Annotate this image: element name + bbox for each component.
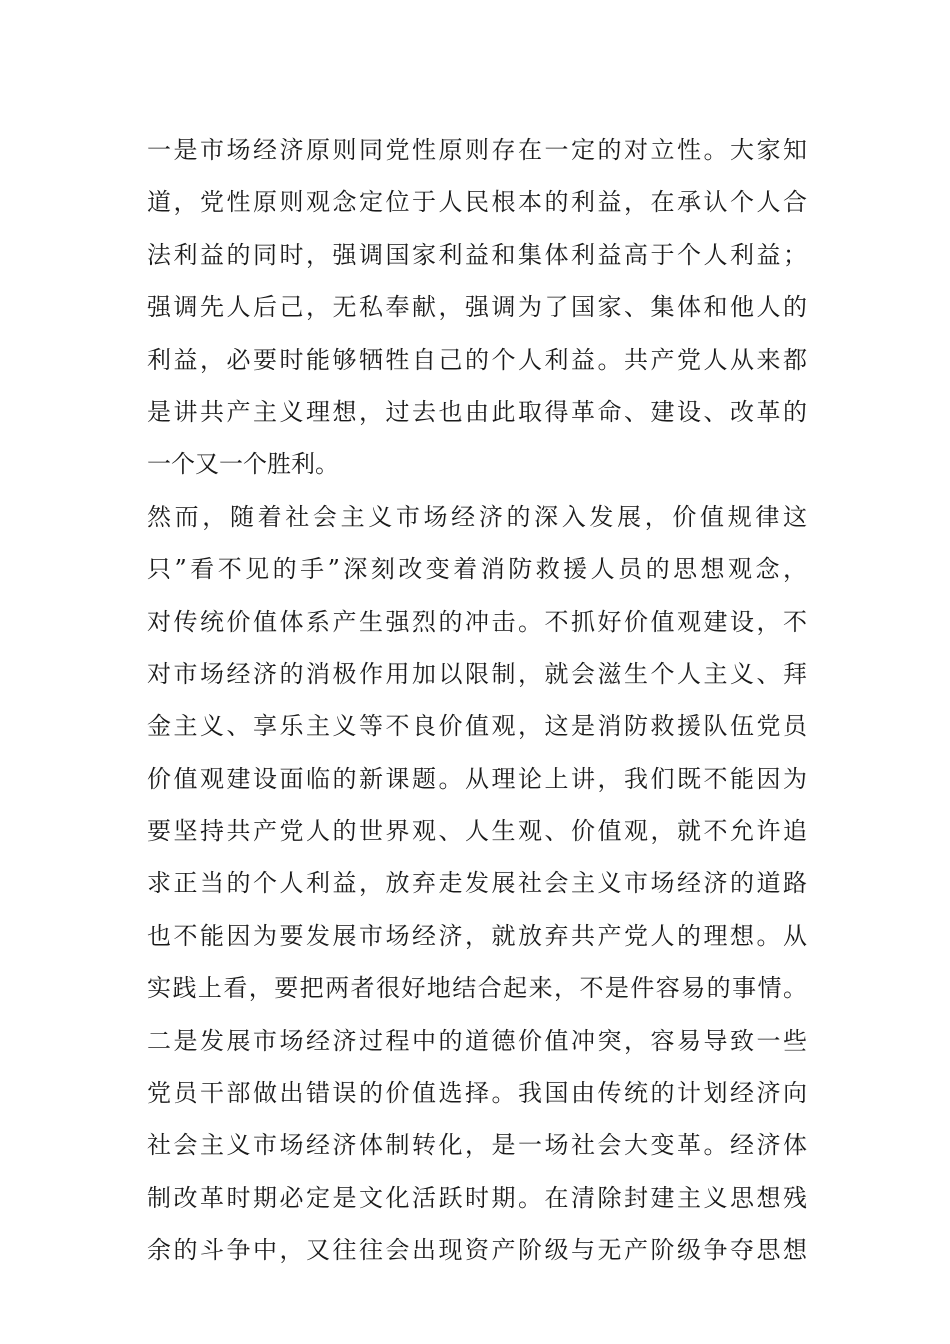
text-line: 道，党性原则观念定位于人民根本的利益，在承认个人合 <box>147 188 807 217</box>
text-line: 实践上看，要把两者很好地结合起来，不是件容易的事情。 <box>147 974 807 1003</box>
text-line: 对市场经济的消极作用加以限制，就会滋生个人主义、拜 <box>147 659 807 688</box>
text-line: 价值观建设面临的新课题。从理论上讲，我们既不能因为 <box>147 764 807 793</box>
text-line: 然而，随着社会主义市场经济的深入发展，价值规律这 <box>147 502 807 531</box>
text-line: 法利益的同时，强调国家利益和集体利益高于个人利益； <box>147 240 807 269</box>
text-line: 制改革时期必定是文化活跃时期。在清除封建主义思想残 <box>147 1183 807 1212</box>
text-line: 求正当的个人利益，放弃走发展社会主义市场经济的道路 <box>147 869 807 898</box>
body-text <box>147 124 807 1277</box>
text-line: 是讲共产主义理想，过去也由此取得革命、建设、改革的 <box>147 397 807 426</box>
text-line: 金主义、享乐主义等不良价值观，这是消防救援队伍党员 <box>147 712 807 741</box>
text-line: 社会主义市场经济体制转化，是一场社会大变革。经济体 <box>147 1131 807 1160</box>
text-line: 强调先人后己，无私奉献，强调为了国家、集体和他人的 <box>147 293 807 322</box>
text-line: 要坚持共产党人的世界观、人生观、价值观，就不允许追 <box>147 817 807 846</box>
text-line: 只”看不见的手”深刻改变着消防救援人员的思想观念， <box>147 555 807 584</box>
text-line: 一是市场经济原则同党性原则存在一定的对立性。大家知 <box>147 136 807 164</box>
text-line: 余的斗争中，又往往会出现资产阶级与无产阶级争夺思想 <box>147 1236 807 1265</box>
text-line: 利益，必要时能够牺牲自己的个人利益。共产党人从来都 <box>147 345 807 374</box>
text-line: 二是发展市场经济过程中的道德价值冲突，容易导致一些 <box>147 1026 807 1055</box>
text-line: 党员干部做出错误的价值选择。我国由传统的计划经济向 <box>147 1079 807 1108</box>
text-line: 对传统价值体系产生强烈的冲击。不抓好价值观建设，不 <box>147 607 807 636</box>
text-line: 也不能因为要发展市场经济，就放弃共产党人的理想。从 <box>147 921 807 950</box>
text-line: 一个又一个胜利。 <box>147 450 339 479</box>
